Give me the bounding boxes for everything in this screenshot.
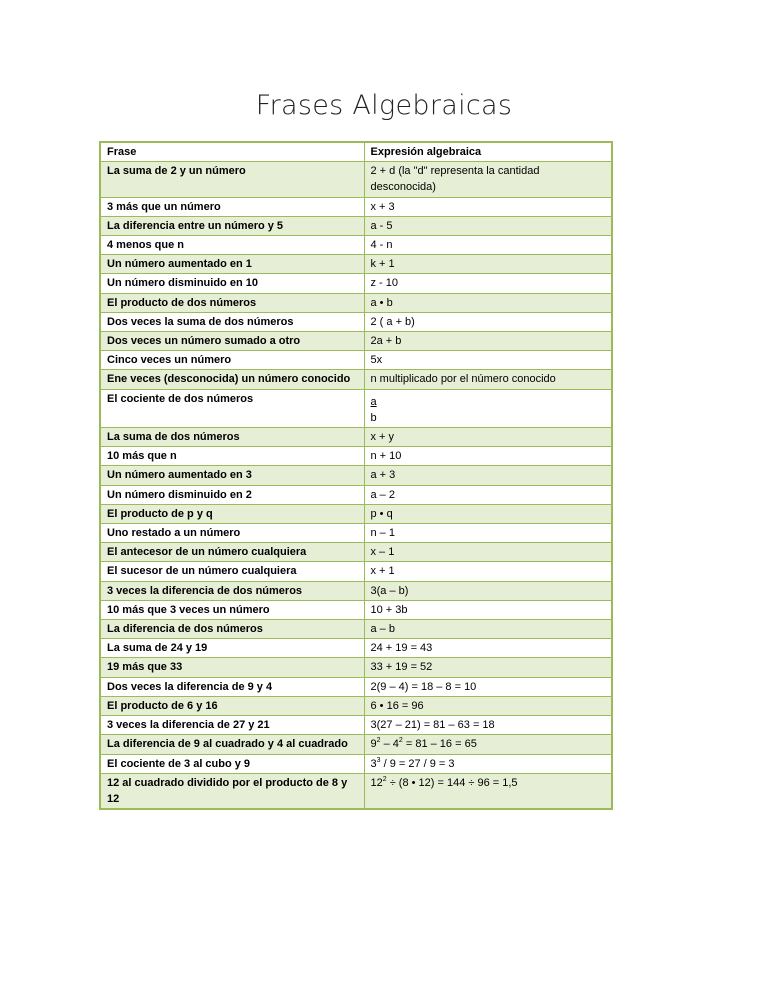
phrase-cell: La diferencia entre un número y 5 bbox=[100, 216, 364, 235]
phrase-cell: Dos veces la diferencia de 9 y 4 bbox=[100, 677, 364, 696]
table-row bbox=[100, 639, 612, 658]
fraction-numerator: a bbox=[370, 395, 377, 408]
table-row bbox=[100, 216, 612, 235]
table-row bbox=[100, 773, 612, 809]
phrase-cell: Un número disminuido en 10 bbox=[100, 274, 364, 293]
phrase-cell: 10 más que n bbox=[100, 447, 364, 466]
expression-cell: p • q bbox=[364, 504, 612, 523]
table-row bbox=[100, 504, 612, 523]
expression-cell bbox=[364, 773, 612, 809]
expression-part: / 9 = 27 / 9 = 3 bbox=[380, 757, 455, 770]
phrase-cell: 4 menos que n bbox=[100, 236, 364, 255]
expression-cell: k + 1 bbox=[364, 255, 612, 274]
expression-cell: 5x bbox=[364, 351, 612, 370]
table-row bbox=[100, 485, 612, 504]
table-row bbox=[100, 696, 612, 715]
table-row bbox=[100, 293, 612, 312]
table-row bbox=[100, 255, 612, 274]
table-row bbox=[100, 274, 612, 293]
table-row bbox=[100, 236, 612, 255]
phrase-cell: Dos veces la suma de dos números bbox=[100, 312, 364, 331]
phrase-cell: El cociente de 3 al cubo y 9 bbox=[100, 754, 364, 773]
table-row bbox=[100, 600, 612, 619]
table-row bbox=[100, 716, 612, 735]
table-row bbox=[100, 677, 612, 696]
phrase-cell: Uno restado a un número bbox=[100, 524, 364, 543]
page-title: Frases Algebraicas bbox=[255, 90, 513, 121]
exponent: 3 bbox=[376, 756, 381, 764]
table-row bbox=[100, 735, 612, 754]
table-row bbox=[100, 197, 612, 216]
table-row bbox=[100, 658, 612, 677]
expression-cell: n + 10 bbox=[364, 447, 612, 466]
expression-cell: x + 1 bbox=[364, 562, 612, 581]
exponent: 2 bbox=[376, 737, 381, 745]
expression-part: 3 bbox=[370, 757, 377, 770]
phrase-cell: La diferencia de 9 al cuadrado y 4 al cuadrado bbox=[100, 735, 364, 754]
phrase-cell: La diferencia de dos números bbox=[100, 620, 364, 639]
expression-cell: 4 - n bbox=[364, 236, 612, 255]
exponent: 2 bbox=[398, 737, 403, 745]
expression-cell: 2 ( a + b) bbox=[364, 312, 612, 331]
expression-part: ÷ (8 • 12) = 144 ÷ 96 = 1,5 bbox=[386, 776, 518, 789]
phrase-cell: La suma de 2 y un número bbox=[100, 162, 364, 197]
phrase-cell: El sucesor de un número cualquiera bbox=[100, 562, 364, 581]
expression-cell: a + 3 bbox=[364, 466, 612, 485]
table-row bbox=[100, 447, 612, 466]
phrase-cell: Un número aumentado en 3 bbox=[100, 466, 364, 485]
table-row bbox=[100, 332, 612, 351]
phrase-cell: El cociente de dos números bbox=[100, 389, 364, 427]
expression-cell: x – 1 bbox=[364, 543, 612, 562]
expression-part: 9 bbox=[370, 738, 377, 751]
expression-cell: n multiplicado por el número conocido bbox=[364, 370, 612, 389]
table-row bbox=[100, 389, 612, 427]
algebraic-phrases-table bbox=[99, 141, 613, 810]
expression-cell bbox=[364, 389, 612, 427]
expression-cell bbox=[364, 754, 612, 773]
phrase-cell: El antecesor de un número cualquiera bbox=[100, 543, 364, 562]
expression-cell: a – 2 bbox=[364, 485, 612, 504]
phrase-cell: La suma de 24 y 19 bbox=[100, 639, 364, 658]
column-header-expression: Expresión algebraica bbox=[364, 142, 612, 162]
expression-cell: 2 + d (la "d" representa la cantidad desconocida) bbox=[364, 162, 612, 197]
phrase-cell: 19 más que 33 bbox=[100, 658, 364, 677]
expression-cell: 10 + 3b bbox=[364, 600, 612, 619]
expression-part: – 4 bbox=[380, 738, 399, 751]
expression-cell: a - 5 bbox=[364, 216, 612, 235]
expression-part: = 81 – 16 = 65 bbox=[402, 738, 477, 751]
expression-cell: x + y bbox=[364, 428, 612, 447]
expression-part: 12 bbox=[370, 776, 383, 789]
expression-cell: n – 1 bbox=[364, 524, 612, 543]
fraction-denominator: b bbox=[370, 411, 377, 424]
expression-cell: a • b bbox=[364, 293, 612, 312]
exponent: 2 bbox=[382, 775, 387, 783]
table-row bbox=[100, 620, 612, 639]
expression-cell: a – b bbox=[364, 620, 612, 639]
expression-cell: 33 + 19 = 52 bbox=[364, 658, 612, 677]
phrase-cell: El producto de p y q bbox=[100, 504, 364, 523]
expression-cell: 24 + 19 = 43 bbox=[364, 639, 612, 658]
table-row bbox=[100, 351, 612, 370]
phrase-cell: 10 más que 3 veces un número bbox=[100, 600, 364, 619]
phrase-cell: 3 más que un número bbox=[100, 197, 364, 216]
expression-cell: 6 • 16 = 96 bbox=[364, 696, 612, 715]
expression-cell: 2a + b bbox=[364, 332, 612, 351]
phrase-cell: Dos veces un número sumado a otro bbox=[100, 332, 364, 351]
phrase-cell: 12 al cuadrado dividido por el producto de 8 y 12 bbox=[100, 773, 364, 809]
expression-cell: 2(9 – 4) = 18 – 8 = 10 bbox=[364, 677, 612, 696]
phrase-cell: Un número disminuido en 2 bbox=[100, 485, 364, 504]
column-header-phrase: Frase bbox=[100, 142, 364, 162]
table-header-row bbox=[100, 142, 612, 162]
table-row bbox=[100, 754, 612, 773]
phrase-cell: El producto de 6 y 16 bbox=[100, 696, 364, 715]
table-row bbox=[100, 312, 612, 331]
table-row bbox=[100, 162, 612, 197]
phrase-cell: 3 veces la diferencia de 27 y 21 bbox=[100, 716, 364, 735]
phrase-cell: Cinco veces un número bbox=[100, 351, 364, 370]
table-row bbox=[100, 466, 612, 485]
table-row bbox=[100, 543, 612, 562]
table-row bbox=[100, 562, 612, 581]
phrase-cell: Un número aumentado en 1 bbox=[100, 255, 364, 274]
expression-cell: 3(a – b) bbox=[364, 581, 612, 600]
phrase-cell: Ene veces (desconocida) un número conocido bbox=[100, 370, 364, 389]
expression-cell: 3(27 – 21) = 81 – 63 = 18 bbox=[364, 716, 612, 735]
table-row bbox=[100, 581, 612, 600]
table-row bbox=[100, 370, 612, 389]
expression-cell: z - 10 bbox=[364, 274, 612, 293]
phrase-cell: El producto de dos números bbox=[100, 293, 364, 312]
table-row bbox=[100, 428, 612, 447]
phrase-cell: 3 veces la diferencia de dos números bbox=[100, 581, 364, 600]
expression-cell bbox=[364, 735, 612, 754]
table-row bbox=[100, 524, 612, 543]
phrase-cell: La suma de dos números bbox=[100, 428, 364, 447]
expression-cell: x + 3 bbox=[364, 197, 612, 216]
